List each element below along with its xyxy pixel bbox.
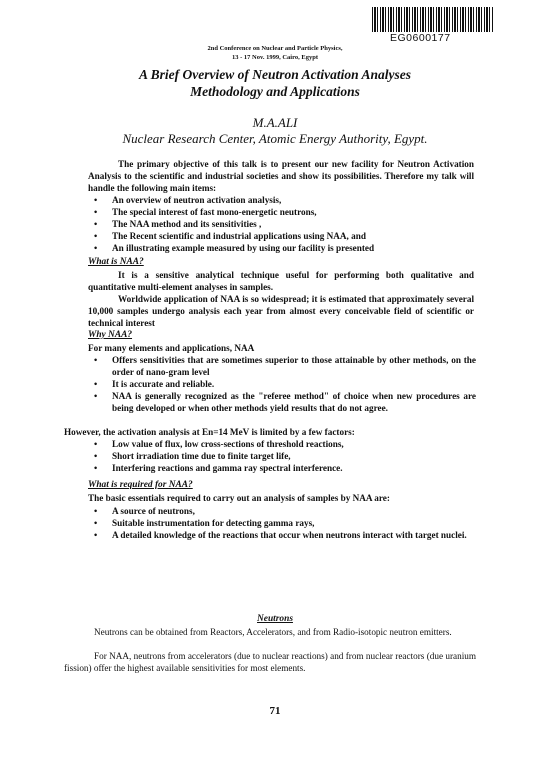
neutrons-paragraph-2: For NAA, neutrons from accelerators (due to nuclear reactions) and from nuclear reactors (due uranium fission) offer the highest available sensitivities for most elements. (64, 651, 476, 673)
author-name: M.A.ALI (252, 115, 298, 130)
list-item: • Low value of flux, low cross-sections of threshold reactions, (90, 438, 476, 450)
author-affiliation: Nuclear Research Center, Atomic Energy Authority, Egypt. (122, 131, 428, 146)
what-is-paragraph-2: Worldwide application of NAA is so widespread; it is estimated that approximately several 10,000 samples undergo analysis each year from almost every conceivable field of scientific or technical interest (88, 294, 474, 328)
required-list (90, 505, 476, 541)
conference-dates: 13 - 17 Nov. 1999, Cairo, Egypt (231, 54, 318, 61)
list-item: • Short irradiation time due to finite target life, (90, 450, 476, 462)
intro-paragraph: The primary objective of this talk is to present our new facility for Neutron Activation Analysis to the scientific and industrial societies and show its possibilities. Therefore my talk will handle the following main items: (88, 159, 474, 193)
conference-line: 2nd Conference on Nuclear and Particle Physics, (207, 45, 343, 52)
list-item: • A detailed knowledge of the reactions that occur when neutrons interact with target nuclei. (90, 529, 476, 541)
why-list (90, 354, 476, 414)
list-item: • NAA is generally recognized as the "referee method" of choice when new procedures are being developed or when other methods yield results that do not agree. (90, 390, 476, 414)
list-item: • The NAA method and its sensitivities , (90, 218, 476, 230)
page-number: 71 (269, 705, 281, 717)
list-item: • A source of neutrons, (90, 505, 476, 517)
section-heading-neutrons: Neutrons (257, 614, 293, 624)
section-heading-why: Why NAA? (88, 330, 133, 340)
list-item: • Suitable instrumentation for detecting gamma rays, (90, 517, 476, 529)
list-item: • Offers sensitivities that are sometimes superior to those attainable by other methods, on the order of nano-gram level (90, 354, 476, 378)
list-item: • An illustrating example measured by using our facility is presented (90, 242, 476, 254)
list-item: • It is accurate and reliable. (90, 378, 476, 390)
title-line-1: A Brief Overview of Neutron Activation Analyses (139, 67, 411, 82)
section-heading-what-is: What is NAA? (88, 257, 144, 267)
list-item: • An overview of neutron activation analysis, (90, 194, 476, 206)
why-lead: For many elements and applications, NAA (88, 343, 255, 353)
barcode (372, 7, 494, 32)
title-line-2: Methodology and Applications (190, 84, 360, 99)
neutrons-paragraph-1: Neutrons can be obtained from Reactors, Accelerators, and from Radio-isotopic neutron emitters. (94, 627, 452, 637)
list-item: • The special interest of fast mono-energetic neutrons, (90, 206, 476, 218)
intro-list (90, 194, 476, 254)
list-item: • The Recent scientific and industrial applications using NAA, and (90, 230, 476, 242)
however-paragraph: However, the activation analysis at En=14 MeV is limited by a few factors: (64, 427, 355, 437)
required-lead: The basic essentials required to carry out an analysis of samples by NAA are: (88, 493, 390, 503)
list-item: • Interfering reactions and gamma ray spectral interference. (90, 462, 476, 474)
what-is-paragraph-1: It is a sensitive analytical technique useful for performing both qualitative and quantitative multi-element analyses in samples. (88, 270, 474, 292)
document-code: EG0600177 (390, 32, 451, 44)
limits-list (90, 438, 476, 474)
section-heading-required: What is required for NAA? (88, 480, 193, 490)
